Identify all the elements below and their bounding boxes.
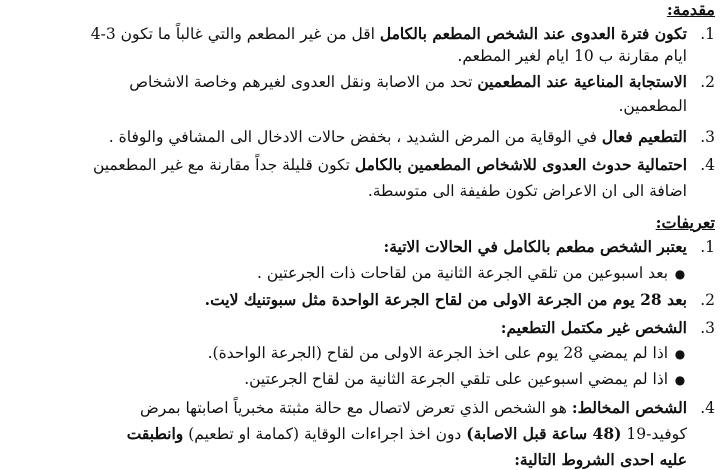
intro-item-1	[91, 24, 715, 44]
intro-item-4	[93, 155, 715, 175]
definition-4-cont-post: دون اخذ اجراءات الوقاية (كمامة او تطعيم)	[183, 425, 467, 443]
definition-4-text: هو الشخص الذي تعرض لاتصال مع حالة مثبتة مخبرياً اصابتها بمرض	[139, 399, 572, 417]
definition-1-bullet-text: بعد اسبوعين من تلقي الجرعة الثانية من لقاحات ذات الجرعتين .	[256, 264, 669, 282]
definition-2-bold: بعد 28 يوم من الجرعة الاولى من لقاح الجرعة الواحدة مثل سبوتنيك لايت.	[204, 290, 687, 309]
definition-1-bold: يعتبر الشخص مطعم بالكامل في الحالات الاتية:	[383, 237, 687, 256]
intro-item-3-text: في الوقاية من المرض الشديد ، بخفض حالات الادخال الى المشافي والوفاة .	[108, 128, 602, 146]
intro-item-1-bold: تكون فترة العدوى عند الشخص المطعم بالكامل	[379, 24, 687, 43]
definition-4-cont-bold: (48 ساعة قبل الاصابة)	[466, 424, 622, 443]
definition-4-last	[514, 450, 687, 470]
definition-4-bold: الشخص المخالط:	[571, 398, 687, 417]
definition-4-number: 4.	[700, 399, 715, 417]
definition-4-cont-bold-2: وانطبقت	[126, 424, 184, 443]
definition-3-bullet-2	[244, 369, 687, 390]
intro-item-2-number: 2.	[700, 73, 715, 91]
bullet-icon: ●	[674, 347, 686, 361]
intro-item-4-number: 4.	[700, 156, 715, 174]
intro-item-4-continued: اضافة الى ان الاعراض تكون طفيفة الى متوسطة.	[367, 182, 687, 200]
intro-heading: مقدمة:	[666, 0, 715, 19]
intro-item-2-continued: المطعمين.	[618, 97, 687, 115]
definition-3-bold: الشخص غير مكتمل التطعيم:	[500, 318, 687, 337]
bullet-icon: ●	[674, 373, 686, 387]
definition-3-bullet-2-text: اذا لم يمضي اسبوعين على تلقي الجرعة الثانية من لقاح الجرعتين.	[244, 370, 669, 388]
intro-item-4-text: تكون قليلة جداً مقارنة مع غير المطعمين	[92, 156, 355, 174]
definition-4	[140, 398, 715, 418]
definition-4-cont-pre: كوفيد-19	[621, 425, 687, 443]
definitions-heading: تعريفات:	[655, 213, 715, 232]
intro-item-2-text: تحد من الاصابة ونقل العدوى لغيرهم وخاصة الاشخاص	[129, 73, 478, 91]
definition-2-number: 2.	[700, 291, 715, 309]
definition-3-bullet-1-text: اذا لم يمضي 28 يوم على اخذ الجرعة الاولى من لقاح (الجرعة الواحدة).	[207, 344, 669, 362]
definition-4-continued	[127, 424, 687, 444]
definition-4-last-bold: عليه احدى الشروط التالية:	[514, 450, 687, 469]
definition-2	[205, 290, 715, 310]
intro-item-3	[109, 127, 715, 147]
intro-item-1-text: اقل من غير المطعم والتي غالباً ما تكون 3-4	[90, 25, 380, 43]
intro-item-1-number: 1.	[700, 25, 715, 43]
definition-3-bullet-1	[208, 343, 687, 364]
intro-item-2	[129, 72, 715, 92]
definition-3-number: 3.	[700, 319, 715, 337]
definition-1-bullet	[257, 263, 687, 284]
definition-1-number: 1.	[700, 238, 715, 256]
definition-3	[501, 318, 715, 338]
intro-item-3-number: 3.	[700, 128, 715, 146]
intro-item-2-bold: الاستجابة المناعية عند المطعمين	[477, 72, 687, 91]
intro-item-4-bold: احتمالية حدوث العدوى للاشخاص المطعمين بالكامل	[354, 155, 687, 174]
intro-item-3-bold: التطعيم فعال	[601, 127, 687, 146]
bullet-icon: ●	[674, 267, 686, 281]
intro-item-1-continued: ايام مقارنة ب 10 ايام لغير المطعم.	[457, 47, 687, 65]
definition-1	[383, 237, 715, 257]
